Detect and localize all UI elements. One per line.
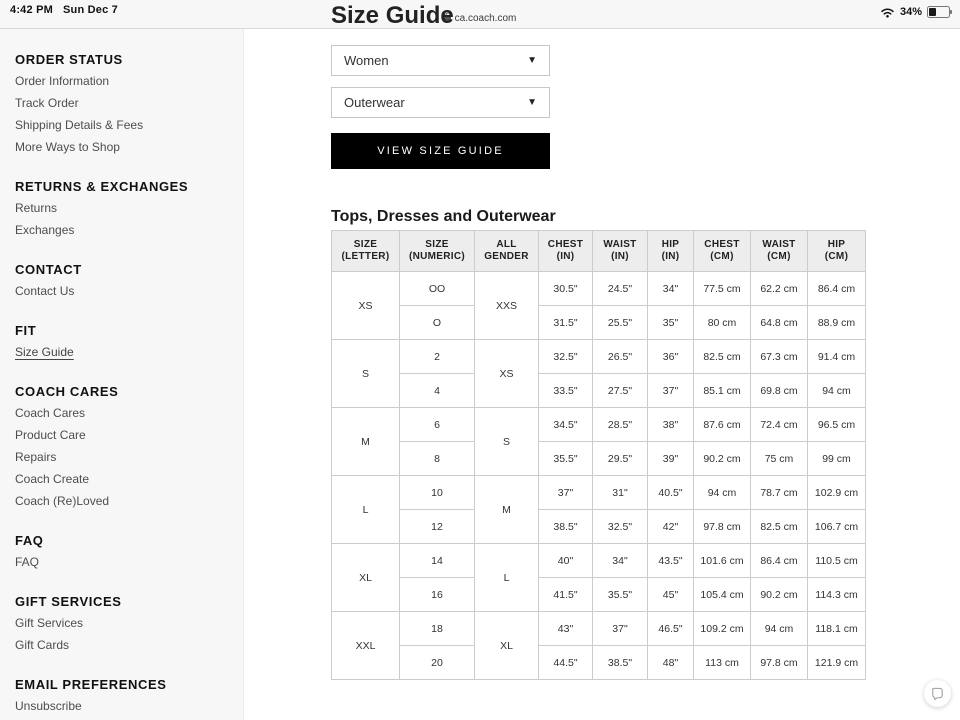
all-gender-cell: XL xyxy=(475,612,539,680)
address-url: ca.coach.com xyxy=(454,13,517,24)
all-gender-cell: M xyxy=(475,476,539,544)
measurement-cell: 97.8 cm xyxy=(751,646,808,680)
measurement-cell: 91.4 cm xyxy=(808,340,866,374)
chevron-down-icon: ▼ xyxy=(527,55,537,66)
sidebar-section-header: COACH CARES xyxy=(15,384,119,399)
measurement-cell: 48" xyxy=(648,646,694,680)
measurement-cell: 69.8 cm xyxy=(751,374,808,408)
gender-select-value: Women xyxy=(344,53,389,68)
measurement-cell: 28.5" xyxy=(593,408,648,442)
size-letter-cell: L xyxy=(332,476,400,544)
measurement-cell: 26.5" xyxy=(593,340,648,374)
battery-icon xyxy=(927,6,950,18)
measurement-cell: 32.5" xyxy=(539,340,593,374)
sidebar-item-product-care[interactable]: Product Care xyxy=(15,428,86,442)
table-row xyxy=(332,476,866,510)
size-table-header-cell: SIZE (NUMERIC) xyxy=(400,231,475,272)
all-gender-cell: XS xyxy=(475,340,539,408)
measurement-cell: 25.5" xyxy=(593,306,648,340)
sidebar-item-track-order[interactable]: Track Order xyxy=(15,96,79,110)
measurement-cell: 78.7 cm xyxy=(751,476,808,510)
size-guide-content xyxy=(244,29,960,720)
size-numeric-cell: 20 xyxy=(400,646,475,680)
measurement-cell: 27.5" xyxy=(593,374,648,408)
measurement-cell: 38.5" xyxy=(593,646,648,680)
table-row xyxy=(332,272,866,306)
measurement-cell: 41.5" xyxy=(539,578,593,612)
sidebar-item-exchanges[interactable]: Exchanges xyxy=(15,223,75,237)
status-date: Sun Dec 7 xyxy=(62,4,118,16)
measurement-cell: 121.9 cm xyxy=(808,646,866,680)
gender-select[interactable] xyxy=(331,45,550,76)
sidebar-item-unsubscribe[interactable]: Unsubscribe xyxy=(15,699,82,713)
view-size-guide-button[interactable]: VIEW SIZE GUIDE xyxy=(331,133,550,169)
measurement-cell: 86.4 cm xyxy=(808,272,866,306)
measurement-cell: 35.5" xyxy=(539,442,593,476)
measurement-cell: 35.5" xyxy=(593,578,648,612)
all-gender-cell: XXS xyxy=(475,272,539,340)
measurement-cell: 31.5" xyxy=(539,306,593,340)
measurement-cell: 101.6 cm xyxy=(694,544,751,578)
sidebar-section-header: ORDER STATUS xyxy=(15,52,123,67)
measurement-cell: 105.4 cm xyxy=(694,578,751,612)
measurement-cell: 43.5" xyxy=(648,544,694,578)
size-numeric-cell: 14 xyxy=(400,544,475,578)
measurement-cell: 85.1 cm xyxy=(694,374,751,408)
size-table-header-cell: CHEST (IN) xyxy=(539,231,593,272)
size-letter-cell: S xyxy=(332,340,400,408)
category-select-value: Outerwear xyxy=(344,95,405,110)
size-table-header-cell: SIZE (LETTER) xyxy=(332,231,400,272)
table-row xyxy=(332,544,866,578)
measurement-cell: 99 cm xyxy=(808,442,866,476)
size-numeric-cell: 4 xyxy=(400,374,475,408)
measurement-cell: 44.5" xyxy=(539,646,593,680)
measurement-cell: 96.5 cm xyxy=(808,408,866,442)
sidebar-section-header: FAQ xyxy=(15,533,44,548)
size-table-header-cell: HIP (IN) xyxy=(648,231,694,272)
measurement-cell: 80 cm xyxy=(694,306,751,340)
address-bar[interactable] xyxy=(0,12,960,24)
help-sidebar xyxy=(0,29,244,720)
measurement-cell: 67.3 cm xyxy=(751,340,808,374)
sidebar-item-size-guide[interactable]: Size Guide xyxy=(15,345,74,359)
sidebar-item-contact-us[interactable]: Contact Us xyxy=(15,284,75,298)
size-table-header-cell: CHEST (CM) xyxy=(694,231,751,272)
sidebar-section-header: EMAIL PREFERENCES xyxy=(15,677,167,692)
measurement-cell: 37" xyxy=(648,374,694,408)
measurement-cell: 75 cm xyxy=(751,442,808,476)
sidebar-section-header: CONTACT xyxy=(15,262,82,277)
sidebar-item-coach-re-loved[interactable]: Coach (Re)Loved xyxy=(15,494,110,508)
measurement-cell: 38.5" xyxy=(539,510,593,544)
size-table-header-cell: HIP (CM) xyxy=(808,231,866,272)
measurement-cell: 102.9 cm xyxy=(808,476,866,510)
size-numeric-cell: 10 xyxy=(400,476,475,510)
chevron-down-icon: ▼ xyxy=(527,97,537,108)
size-numeric-cell: OO xyxy=(400,272,475,306)
table-row xyxy=(332,408,866,442)
measurement-cell: 88.9 cm xyxy=(808,306,866,340)
sidebar-item-repairs[interactable]: Repairs xyxy=(15,450,57,464)
size-letter-cell: XL xyxy=(332,544,400,612)
measurement-cell: 34" xyxy=(593,544,648,578)
measurement-cell: 31" xyxy=(593,476,648,510)
sidebar-item-more-ways-to-shop[interactable]: More Ways to Shop xyxy=(15,140,120,154)
measurement-cell: 30.5" xyxy=(539,272,593,306)
measurement-cell: 64.8 cm xyxy=(751,306,808,340)
table-row xyxy=(332,442,866,476)
measurement-cell: 46.5" xyxy=(648,612,694,646)
measurement-cell: 113 cm xyxy=(694,646,751,680)
measurement-cell: 106.7 cm xyxy=(808,510,866,544)
measurement-cell: 43" xyxy=(539,612,593,646)
table-row xyxy=(332,306,866,340)
measurement-cell: 72.4 cm xyxy=(751,408,808,442)
measurement-cell: 87.6 cm xyxy=(694,408,751,442)
size-table xyxy=(331,230,866,680)
size-numeric-cell: 16 xyxy=(400,578,475,612)
size-table-title: Tops, Dresses and Outerwear xyxy=(331,208,556,226)
size-table-header-cell: WAIST (CM) xyxy=(751,231,808,272)
size-letter-cell: M xyxy=(332,408,400,476)
measurement-cell: 34.5" xyxy=(539,408,593,442)
measurement-cell: 42" xyxy=(648,510,694,544)
size-numeric-cell: 18 xyxy=(400,612,475,646)
wifi-icon xyxy=(880,7,895,18)
sidebar-item-coach-create[interactable]: Coach Create xyxy=(15,472,90,486)
sidebar-item-gift-cards[interactable]: Gift Cards xyxy=(15,638,70,652)
measurement-cell: 36" xyxy=(648,340,694,374)
chat-icon xyxy=(930,686,945,701)
sidebar-item-gift-services[interactable]: Gift Services xyxy=(15,616,84,630)
size-numeric-cell: 12 xyxy=(400,510,475,544)
measurement-cell: 29.5" xyxy=(593,442,648,476)
measurement-cell: 77.5 cm xyxy=(694,272,751,306)
table-row xyxy=(332,510,866,544)
battery-percentage: 34% xyxy=(899,6,922,18)
sidebar-section-header: GIFT SERVICES xyxy=(15,594,122,609)
all-gender-cell: S xyxy=(475,408,539,476)
table-row xyxy=(332,340,866,374)
measurement-cell: 32.5" xyxy=(593,510,648,544)
measurement-cell: 37" xyxy=(593,612,648,646)
measurement-cell: 90.2 cm xyxy=(751,578,808,612)
table-row xyxy=(332,612,866,646)
measurement-cell: 24.5" xyxy=(593,272,648,306)
measurement-cell: 86.4 cm xyxy=(751,544,808,578)
size-numeric-cell: O xyxy=(400,306,475,340)
measurement-cell: 94 cm xyxy=(808,374,866,408)
measurement-cell: 39" xyxy=(648,442,694,476)
status-bar xyxy=(0,0,960,29)
measurement-cell: 114.3 cm xyxy=(808,578,866,612)
clipped-page-title: Size Guide xyxy=(331,2,454,29)
size-numeric-cell: 2 xyxy=(400,340,475,374)
measurement-cell: 118.1 cm xyxy=(808,612,866,646)
measurement-cell: 40" xyxy=(539,544,593,578)
status-indicators xyxy=(880,6,950,18)
size-table-header-cell: ALL GENDER xyxy=(475,231,539,272)
measurement-cell: 94 cm xyxy=(694,476,751,510)
sidebar-item-order-information[interactable]: Order Information xyxy=(15,74,110,88)
size-letter-cell: XXL xyxy=(332,612,400,680)
size-table-header-cell: WAIST (IN) xyxy=(593,231,648,272)
sidebar-item-faq[interactable]: FAQ xyxy=(15,555,40,569)
sidebar-item-returns[interactable]: Returns xyxy=(15,201,58,215)
chat-button[interactable] xyxy=(924,680,951,707)
table-row xyxy=(332,578,866,612)
status-time: 4:42 PM xyxy=(10,4,53,16)
sidebar-section-header: RETURNS & EXCHANGES xyxy=(15,179,189,194)
sidebar-item-shipping-details-fees[interactable]: Shipping Details & Fees xyxy=(15,118,144,132)
measurement-cell: 33.5" xyxy=(539,374,593,408)
measurement-cell: 82.5 cm xyxy=(694,340,751,374)
measurement-cell: 35" xyxy=(648,306,694,340)
table-row xyxy=(332,374,866,408)
measurement-cell: 94 cm xyxy=(751,612,808,646)
measurement-cell: 82.5 cm xyxy=(751,510,808,544)
all-gender-cell: L xyxy=(475,544,539,612)
measurement-cell: 38" xyxy=(648,408,694,442)
sidebar-item-coach-cares[interactable]: Coach Cares xyxy=(15,406,86,420)
measurement-cell: 34" xyxy=(648,272,694,306)
measurement-cell: 97.8 cm xyxy=(694,510,751,544)
measurement-cell: 40.5" xyxy=(648,476,694,510)
size-numeric-cell: 6 xyxy=(400,408,475,442)
category-select[interactable] xyxy=(331,87,550,118)
lock-icon xyxy=(444,12,452,22)
measurement-cell: 37" xyxy=(539,476,593,510)
measurement-cell: 45" xyxy=(648,578,694,612)
sidebar-section-header: FIT xyxy=(15,323,37,338)
size-letter-cell: XS xyxy=(332,272,400,340)
measurement-cell: 62.2 cm xyxy=(751,272,808,306)
measurement-cell: 90.2 cm xyxy=(694,442,751,476)
measurement-cell: 110.5 cm xyxy=(808,544,866,578)
table-row xyxy=(332,646,866,680)
measurement-cell: 109.2 cm xyxy=(694,612,751,646)
size-numeric-cell: 8 xyxy=(400,442,475,476)
